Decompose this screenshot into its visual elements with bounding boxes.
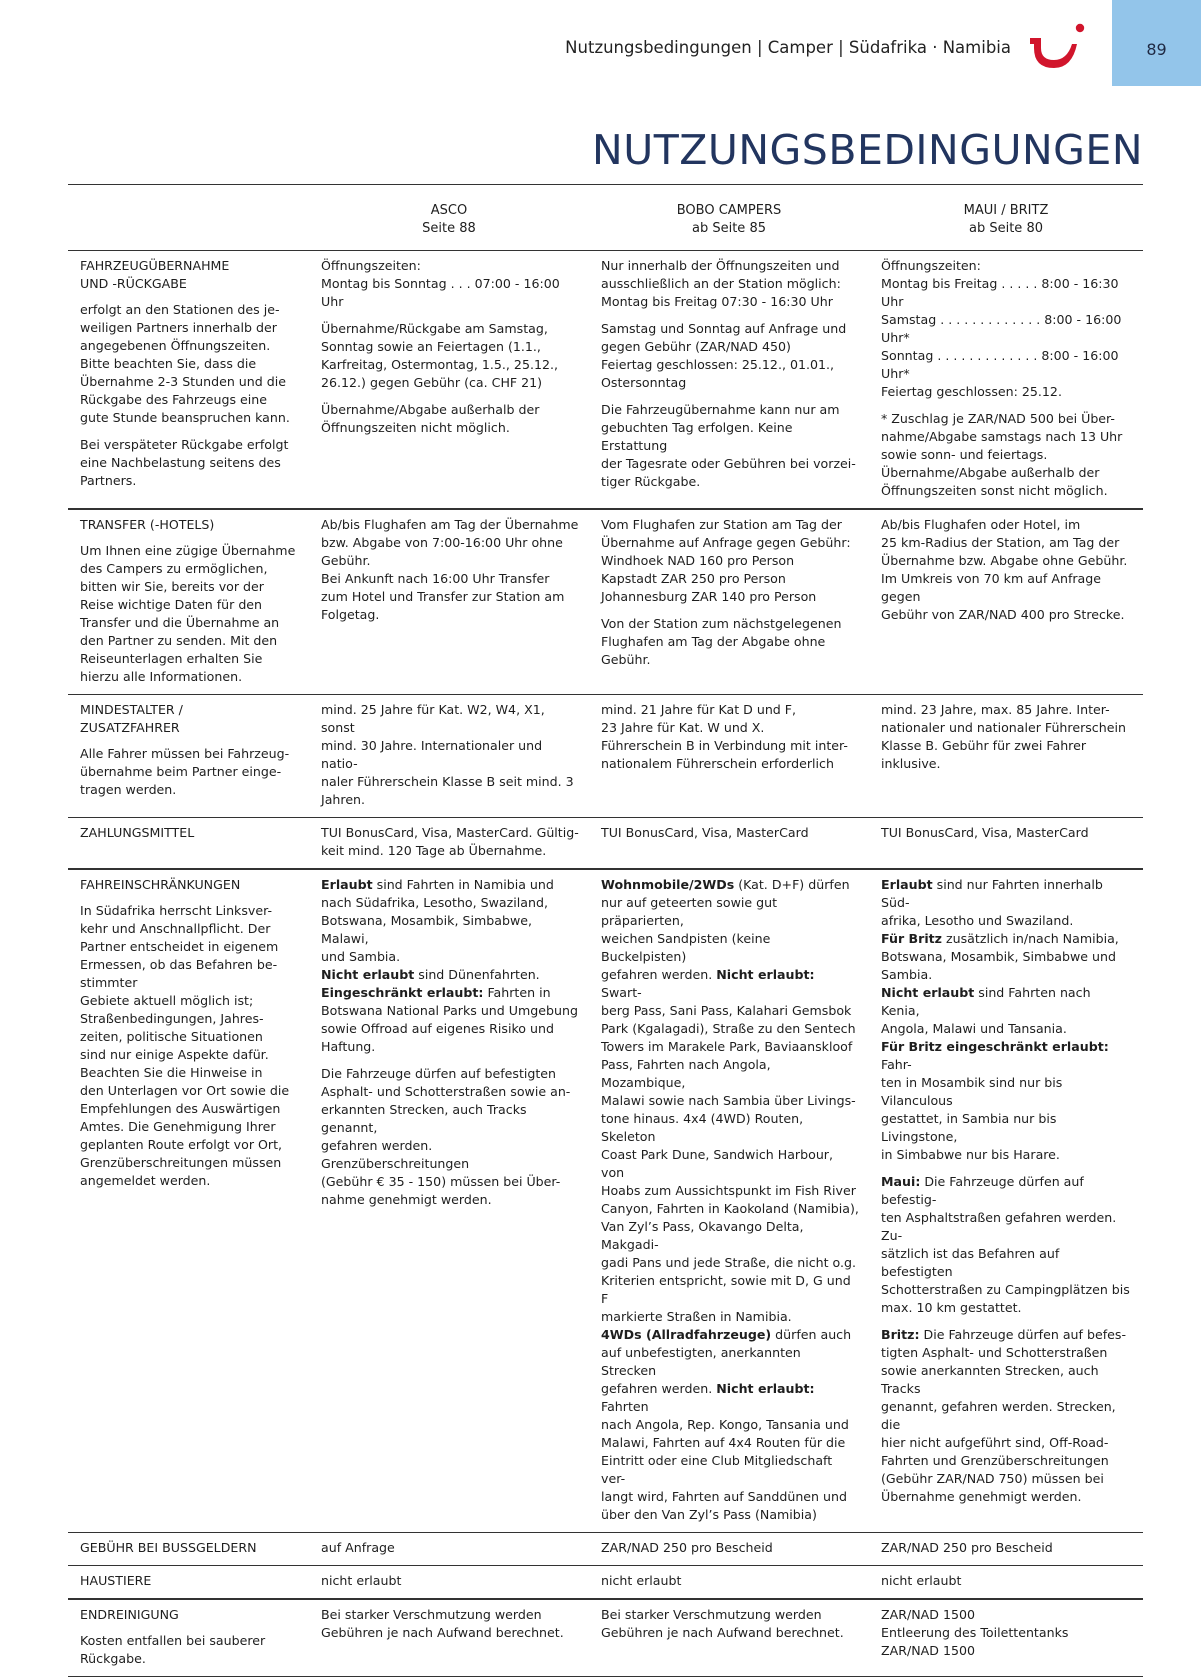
logo-dot [1076,24,1084,32]
cell-text [881,1326,1133,1506]
row-label-cell [68,695,309,818]
bold-term: Erlaubt [321,877,373,892]
cell-text: Bei starker Verschmutzung werden Gebühren je nach Aufwand berechnet. [601,1607,844,1640]
cell-span: Fahr- ten in Mosambik sind nur bis Vilanculous gestattet, in Sambia nur bis Livingstone, in Simbabwe nur bis Harare. [881,1057,1063,1162]
cell-text: ZAR/NAD 250 pro Bescheid [601,1540,773,1555]
maui-cell [869,509,1143,695]
header-bobo-ref: ab Seite 85 [692,221,766,236]
cell-span: Die Fahrzeuge dürfen auf befestig- ten Asphaltstraßen gefahren werden. Zu- sätzlich ist das Befahren auf befestigten Schotterstraßen zu Campingplätzen bis max. 10 km gestattet. [881,1174,1130,1315]
cell-text [321,876,579,1056]
table-top-rule [68,184,1143,185]
bobo-cell [589,818,869,870]
row-label: MINDESTALTER / ZUSATZFAHRER [80,702,183,735]
row-label: FAHREINSCHRÄNKUNGEN [80,877,241,892]
table-row [68,1566,1143,1600]
asco-cell [309,1566,589,1600]
cell-text: Vom Flughafen zur Station am Tag der Übernahme auf Anfrage gegen Gebühr: Windhoek NAD 160 pro Person Kapstadt ZAR 250 pro Person Johannesburg ZAR 140 pro Person [601,517,851,604]
cell-text: Nur innerhalb der Öffnungszeiten und ausschließlich an der Station möglich: Montag bis Freitag 07:30 - 16:30 Uhr [601,258,841,309]
cell-span: Die Fahrzeuge dürfen auf befes- tigten Asphalt- und Schotterstraßen sowie anerkannten Strecken, auch Tracks genannt, gefahren werden. Strecken, die hier nicht aufgeführt sind, Off-Road- Fahrten und Grenzüberschreitungen (Gebühr ZAR/NAD 750) müssen bei Übernahme genehmigt werden. [881,1327,1127,1504]
page-title: NUTZUNGSBEDINGUNGEN [592,126,1143,174]
tui-logo [1028,22,1088,72]
asco-cell [309,869,589,1533]
cell-span: sind Dünenfahrten. [414,967,540,982]
bold-term: Nicht erlaubt [881,985,975,1000]
header-bobo [589,184,869,251]
bold-term: Eingeschränkt erlaubt: [321,985,484,1000]
maui-cell [869,1533,1143,1566]
table-row [68,1533,1143,1566]
maui-cell [869,1599,1143,1677]
asco-cell [309,1533,589,1566]
cell-span: sind Fahrten in Namibia und nach Südafrika, Lesotho, Swaziland, Botswana, Mosambik, Simbabwe, Malawi, und Sambia. [321,877,554,964]
header-asco-name: ASCO [430,203,468,218]
bobo-cell [589,509,869,695]
cell-span: Fahrten nach Angola, Rep. Kongo, Tansania und Malawi, Fahrten auf 4x4 Routen für die Eintritt oder eine Club Mitgliedschaft ver- langt wird, Fahrten auf Sanddünen und über den Van Zyl’s Pass (Namibia) [601,1399,849,1522]
bobo-cell [589,695,869,818]
row-description: In Südafrika herrscht Linksver- kehr und Anschnallpflicht. Der Partner entscheidet in eigenem Ermessen, ob das Befahren be- stimmter Gebiete aktuell möglich ist; Straßenbedingungen, Jahres- zeiten, politische Situationen sind nur einige Aspekte dafür. Beachten Sie die Hinweise in den Unterlagen vor Ort sowie die Empfehlungen des Auswärtigen Amtes. Die Genehmigung Ihrer geplanten Route erfolgt vor Ort, Grenzüberschreitungen müssen angemeldet werden. [80,903,290,1188]
row-description: Um Ihnen eine zügige Übernahme des Campers zu ermöglichen, bitten wir Sie, bereits vor der Reise wichtige Daten für den Transfer und die Übernahme an den Partner zu senden. Mit den Reiseunterlagen erhalten Sie hierzu alle Informationen. [80,543,296,684]
table-header-row [68,184,1143,251]
table-row [68,251,1143,510]
bold-term: Britz: [881,1327,920,1342]
asco-cell [309,1599,589,1677]
cell-text: TUI BonusCard, Visa, MasterCard. Gültig- keit mind. 120 Tage ab Übernahme. [321,825,579,858]
cell-text: Samstag und Sonntag auf Anfrage und gegen Gebühr (ZAR/NAD 450) Feiertag geschlossen: 25.12., 01.01., Ostersonntag [601,321,847,390]
maui-cell [869,251,1143,510]
cell-text: Übernahme/Rückgabe am Samstag, Sonntag sowie an Feiertagen (1.1., Karfreitag, Ostermontag, 1.5., 25.12., 26.12.) gegen Gebühr (ca. CHF 21) [321,321,558,390]
header-maui-name: MAUI / BRITZ [963,203,1049,218]
bold-term: Für Britz [881,931,943,946]
row-label-cell [68,1533,309,1566]
row-label-cell [68,251,309,510]
row-description: erfolgt an den Stationen des je- weiligen Partners innerhalb der angegebenen Öffnungszeiten. Bitte beachten Sie, dass die Übernahme 2-3 Stunden und die Rückgabe des Fahrzeugs eine gute Stunde beanspruchen kann. [80,302,290,425]
asco-cell [309,251,589,510]
bold-term: Nicht erlaubt [321,967,415,982]
cell-text: mind. 21 Jahre für Kat D und F, 23 Jahre für Kat. W und X. Führerschein B in Verbindung mit inter- nationalem Führerschein erforderlich [601,702,848,771]
conditions-table [68,184,1143,1677]
cell-span: (Kat. D+F) dürfen nur auf geteerten sowie gut präparierten, weichen Sandpisten (keine Buckelpisten) gefahren werden. [601,877,850,982]
cell-span: Swart- berg Pass, Sani Pass, Kalahari Gemsbok Park (Kgalagadi), Straße zu den Sentech Towers im Marakele Park, Baviaanskloof Pass, Fahrten nach Angola, Mozambique, Malawi sowie nach Sambia über Livings- tone hinaus. 4x4 (4WD) Routen, Skeleton Coast Park Dune, Sandwich Harbour, von Hoabs zum Aussichtspunkt im Fish River Canyon, Fahrten in Kaokoland (Namibia), Van Zyl’s Pass, Okavango Delta, Makgadi- gadi Pans und jede Straße, die nicht o.g. Kriterien entspricht, sowie mit D, G und F markierte Straßen in Namibia. [601,985,859,1324]
row-label-cell [68,509,309,695]
header-empty [68,184,309,251]
row-label: ZAHLUNGSMITTEL [80,825,195,840]
row-label-cell [68,1566,309,1600]
row-label: TRANSFER (-HOTELS) [80,517,215,532]
cell-text: ZAR/NAD 1500 Entleerung des Toilettentanks ZAR/NAD 1500 [881,1607,1069,1658]
bobo-cell [589,251,869,510]
bold-term: Erlaubt [881,877,933,892]
bold-term: 4WDs (Allradfahrzeuge) [601,1327,772,1342]
maui-cell [869,695,1143,818]
table-row [68,869,1143,1533]
header-asco [309,184,589,251]
row-label: FAHRZEUGÜBERNAHME UND -RÜCKGABE [80,258,230,291]
row-description: Alle Fahrer müssen bei Fahrzeug- übernahme beim Partner einge- tragen werden. [80,746,290,797]
cell-text: mind. 23 Jahre, max. 85 Jahre. Inter- nationaler und nationaler Führerschein Klasse B. Gebühr für zwei Fahrer inklusive. [881,702,1126,771]
bold-term: Wohnmobile/2WDs [601,877,735,892]
cell-text: TUI BonusCard, Visa, MasterCard [881,825,1089,840]
table-row [68,1599,1143,1677]
cell-text: Bei starker Verschmutzung werden Gebühren je nach Aufwand berechnet. [321,1607,564,1640]
cell-span: sind Fahrten nach Kenia, Angola, Malawi und Tansania. [881,985,1091,1036]
cell-text: nicht erlaubt [881,1573,962,1588]
cell-text: nicht erlaubt [321,1573,402,1588]
header-maui [869,184,1143,251]
maui-cell [869,869,1143,1533]
cell-text: auf Anfrage [321,1540,395,1555]
page-number: 89 [1112,0,1201,86]
row-description: Bei verspäteter Rückgabe erfolgt eine Nachbelastung seitens des Partners. [80,437,289,488]
header-bobo-name: BOBO CAMPERS [676,203,782,218]
cell-span: dürfen auch auf unbefestigten, anerkannten Strecken gefahren werden. [601,1327,852,1396]
cell-text: Ab/bis Flughafen oder Hotel, im 25 km-Radius der Station, am Tag der Übernahme bzw. Abgabe ohne Gebühr. Im Umkreis von 70 km auf Anfrage gegen Gebühr von ZAR/NAD 400 pro Strecke. [881,517,1128,622]
row-label: ENDREINIGUNG [80,1607,179,1622]
cell-span: zusätzlich in/nach Namibia, Botswana, Mosambik, Simbabwe und Sambia. [881,931,1119,982]
row-label-cell [68,818,309,870]
row-label-cell [68,869,309,1533]
cell-text: Ab/bis Flughafen am Tag der Übernahme bzw. Abgabe von 7:00-16:00 Uhr ohne Gebühr. Bei Ankunft nach 16:00 Uhr Transfer zum Hotel und Transfer zur Station am Folgetag. [321,517,579,622]
cell-text: TUI BonusCard, Visa, MasterCard [601,825,809,840]
table-row [68,818,1143,870]
row-description: Kosten entfallen bei sauberer Rückgabe. [80,1633,266,1666]
row-label-cell [68,1599,309,1677]
cell-text: Die Fahrzeuge dürfen auf befestigten Asphalt- und Schotterstraßen sowie an- erkannten Strecken, auch Tracks genannt, gefahren werden. Grenzüberschreitungen (Gebühr € 35 - 150) müssen bei Über- nahme genehmigt werden. [321,1066,571,1207]
bold-term: Für Britz eingeschränkt erlaubt: [881,1039,1109,1054]
maui-cell [869,1566,1143,1600]
cell-text: * Zuschlag je ZAR/NAD 500 bei Über- nahme/Abgabe samstags nach 13 Uhr sowie sonn- und feiertags. Übernahme/Abgabe außerhalb der Öffnungszeiten sonst nicht möglich. [881,411,1123,498]
cell-span: sind nur Fahrten innerhalb Süd- afrika, Lesotho und Swaziland. [881,877,1103,928]
cell-text: Übernahme/Abgabe außerhalb der Öffnungszeiten nicht möglich. [321,402,540,435]
cell-text: Öffnungszeiten: Montag bis Freitag . . . . . 8:00 - 16:30 Uhr Samstag . . . . . . . . . . . . . 8:00 - 16:00 Uhr* Sonntag . . . . . . . . . . . . . 8:00 - 16:00 Uhr* Feiertag geschlossen: 25.12. [881,258,1122,399]
cell-text: ZAR/NAD 250 pro Bescheid [881,1540,1053,1555]
header-asco-ref: Seite 88 [422,221,476,236]
cell-text: nicht erlaubt [601,1573,682,1588]
table-row [68,509,1143,695]
table-row [68,695,1143,818]
logo-smile [1030,38,1077,68]
asco-cell [309,695,589,818]
cell-text: Öffnungszeiten: Montag bis Sonntag . . . 07:00 - 16:00 Uhr [321,258,560,309]
row-label: HAUSTIERE [80,1573,152,1588]
cell-text [881,876,1133,1164]
cell-text: Von der Station zum nächstgelegenen Flughafen am Tag der Abgabe ohne Gebühr. [601,616,842,667]
header-maui-ref: ab Seite 80 [969,221,1043,236]
cell-text [881,1173,1133,1317]
running-title: Nutzungsbedingungen | Camper | Südafrika · Namibia [565,38,1011,57]
bobo-cell [589,1599,869,1677]
bold-term: Maui: [881,1174,921,1189]
bold-term: Nicht erlaubt: [716,1381,815,1396]
cell-text: mind. 25 Jahre für Kat. W2, W4, X1, sonst mind. 30 Jahre. Internationaler und natio- naler Führerschein Klasse B seit mind. 3 Jahren. [321,702,574,807]
bobo-cell [589,869,869,1533]
cell-span: Fahrten in Botswana National Parks und Umgebung sowie Offroad auf eigenes Risiko und Haftung. [321,985,578,1054]
maui-cell [869,818,1143,870]
row-label: GEBÜHR BEI BUSSGELDERN [80,1540,257,1555]
bobo-cell [589,1533,869,1566]
cell-text: Die Fahrzeugübernahme kann nur am gebuchten Tag erfolgen. Keine Erstattung der Tagesrate oder Gebühren bei vorzei- tiger Rückgabe. [601,402,856,489]
cell-text [601,876,859,1524]
bobo-cell [589,1566,869,1600]
asco-cell [309,818,589,870]
asco-cell [309,509,589,695]
bold-term: Nicht erlaubt: [716,967,815,982]
